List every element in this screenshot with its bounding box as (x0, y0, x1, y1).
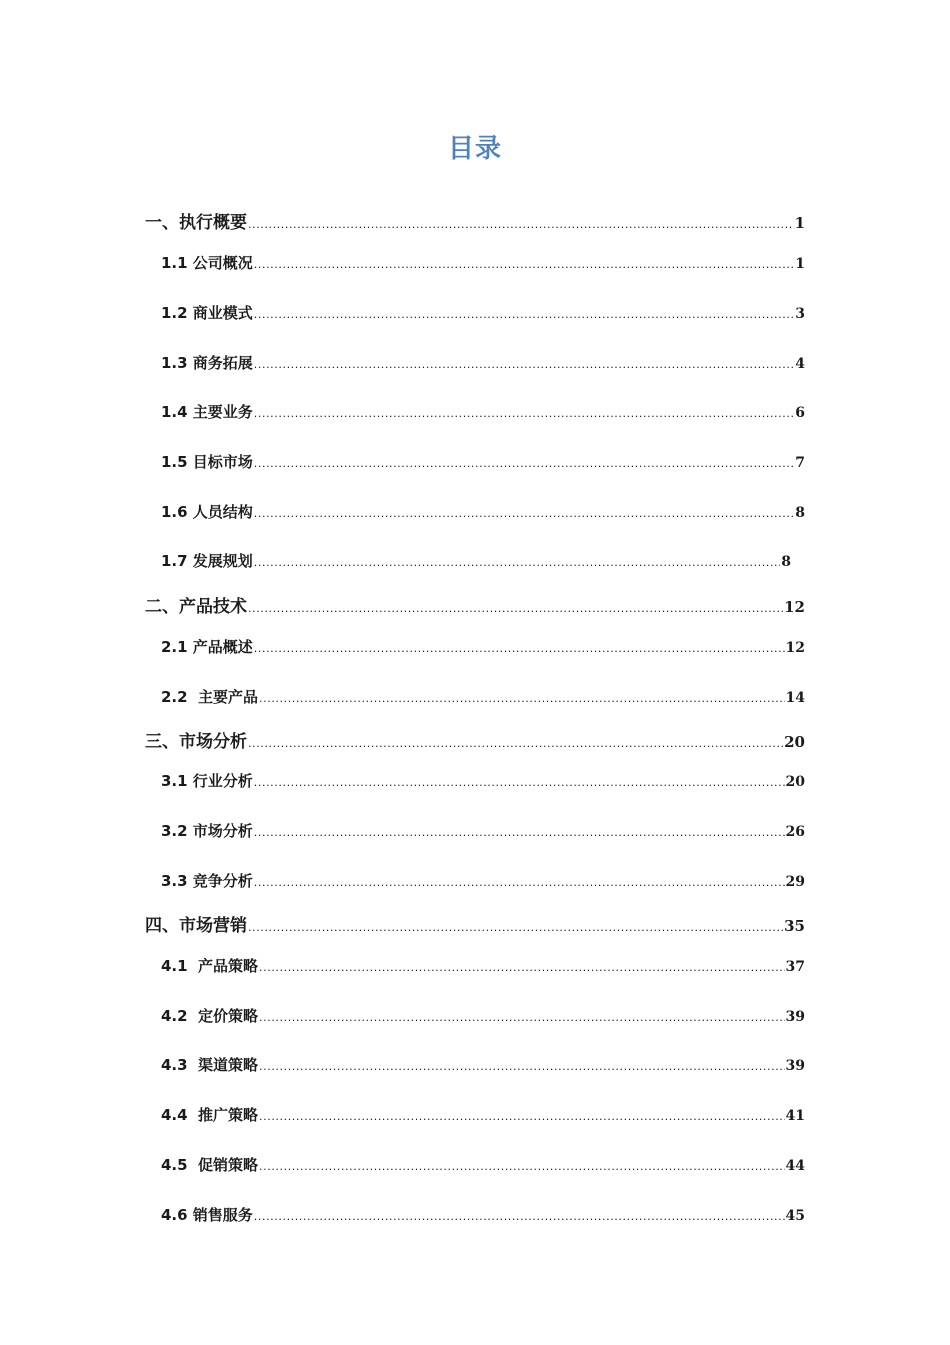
dot-leader (254, 771, 785, 795)
toc-entry[interactable] (161, 400, 805, 424)
toc-entry-page: 29 (785, 874, 805, 890)
toc-entry[interactable] (145, 595, 805, 619)
toc-entry-page: 45 (785, 1208, 805, 1224)
dot-leader (259, 1006, 784, 1030)
toc-entry-label: 一、执行概要 (145, 213, 247, 233)
dot-leader (254, 502, 794, 526)
dot-leader (254, 637, 785, 661)
toc-entry-label: 1.7 发展规划 (161, 552, 253, 570)
toc-entry[interactable] (161, 1053, 805, 1077)
toc-entry-label: 1.1 公司概况 (161, 254, 253, 272)
dot-leader (254, 253, 794, 277)
toc-entry[interactable] (161, 351, 805, 375)
toc-entry-label: 2.2 主要产品 (161, 688, 259, 706)
dot-leader (248, 213, 794, 237)
toc-entry-page: 1 (794, 214, 805, 232)
toc-entry-label: 3.3 竞争分析 (161, 872, 253, 890)
toc-entry-label: 三、市场分析 (145, 732, 247, 752)
toc-entry[interactable] (161, 1004, 805, 1028)
toc-entry-page: 39 (785, 1058, 805, 1074)
toc-entry-label: 4.6 销售服务 (161, 1206, 253, 1224)
dot-leader (254, 551, 780, 575)
toc-entry-label: 1.6 人员结构 (161, 503, 253, 521)
toc-entry[interactable] (161, 251, 805, 275)
toc-entry-page: 3 (795, 306, 805, 322)
toc-entry-page: 14 (785, 690, 805, 706)
toc-entry-label: 3.1 行业分析 (161, 772, 253, 790)
toc-entry[interactable] (161, 685, 805, 709)
toc-entry-label: 4.2 定价策略 (161, 1007, 259, 1025)
dot-leader (254, 402, 794, 426)
dot-leader (254, 821, 785, 845)
toc-entry-page: 20 (784, 733, 805, 751)
toc-entry-page: 41 (785, 1108, 805, 1124)
dot-leader (254, 1205, 785, 1229)
toc-entry-label: 1.4 主要业务 (161, 403, 253, 421)
toc-entry[interactable] (161, 301, 805, 325)
dot-leader (248, 732, 783, 756)
toc-entry-label: 3.2 市场分析 (161, 822, 253, 840)
dot-leader (259, 687, 784, 711)
dot-leader (259, 1105, 784, 1129)
dot-leader (254, 871, 785, 895)
toc-entry-page: 7 (795, 455, 805, 471)
toc-entry-page: 44 (785, 1158, 805, 1174)
toc-entry-page: 12 (785, 640, 805, 656)
toc-entry-label: 1.2 商业模式 (161, 304, 253, 322)
toc-entry[interactable] (161, 1153, 805, 1177)
toc-entry-page: 20 (785, 774, 805, 790)
dot-leader (248, 597, 783, 621)
dot-leader (254, 303, 794, 327)
toc-entry[interactable] (161, 769, 805, 793)
toc-entry-label: 4.4 推广策略 (161, 1106, 259, 1124)
dot-leader (259, 1055, 784, 1079)
toc-entry[interactable] (161, 635, 805, 659)
toc-entry-page: 39 (785, 1009, 805, 1025)
toc-entry-page: 37 (785, 959, 805, 975)
toc-entry-page: 35 (784, 917, 805, 935)
toc-title: 目录 (447, 134, 502, 164)
toc-entry[interactable] (161, 450, 805, 474)
toc-entry[interactable] (161, 500, 805, 524)
toc-entry-label: 1.3 商务拓展 (161, 354, 253, 372)
toc-entry-page: 8 (781, 554, 791, 570)
toc-entry-label: 1.5 目标市场 (161, 453, 253, 471)
toc-entry-page: 4 (795, 356, 805, 372)
toc-entry[interactable] (145, 914, 805, 938)
toc-entry[interactable] (145, 730, 805, 754)
toc-entry-label: 4.5 促销策略 (161, 1156, 259, 1174)
toc-entry-page: 12 (784, 598, 805, 616)
toc-entry-label: 4.1 产品策略 (161, 957, 259, 975)
dot-leader (254, 353, 794, 377)
toc-entry[interactable] (145, 211, 805, 235)
toc-entry[interactable] (161, 954, 805, 978)
toc-entry-page: 6 (795, 405, 805, 421)
toc-entry[interactable] (161, 819, 805, 843)
toc-entry[interactable] (161, 1203, 805, 1227)
toc-entry-page: 26 (785, 824, 805, 840)
dot-leader (259, 1155, 784, 1179)
toc-entry-label: 4.3 渠道策略 (161, 1056, 259, 1074)
dot-leader (259, 956, 784, 980)
dot-leader (254, 452, 794, 476)
toc-entry[interactable] (161, 1103, 805, 1127)
toc-entry[interactable] (161, 549, 791, 573)
toc-entry-page: 1 (795, 256, 805, 272)
toc-entry-label: 二、产品技术 (145, 597, 247, 617)
toc-entry-label: 四、市场营销 (145, 916, 247, 936)
toc-entry-label: 2.1 产品概述 (161, 638, 253, 656)
dot-leader (248, 916, 783, 940)
toc-entry[interactable] (161, 869, 805, 893)
toc-entry-page: 8 (795, 505, 805, 521)
